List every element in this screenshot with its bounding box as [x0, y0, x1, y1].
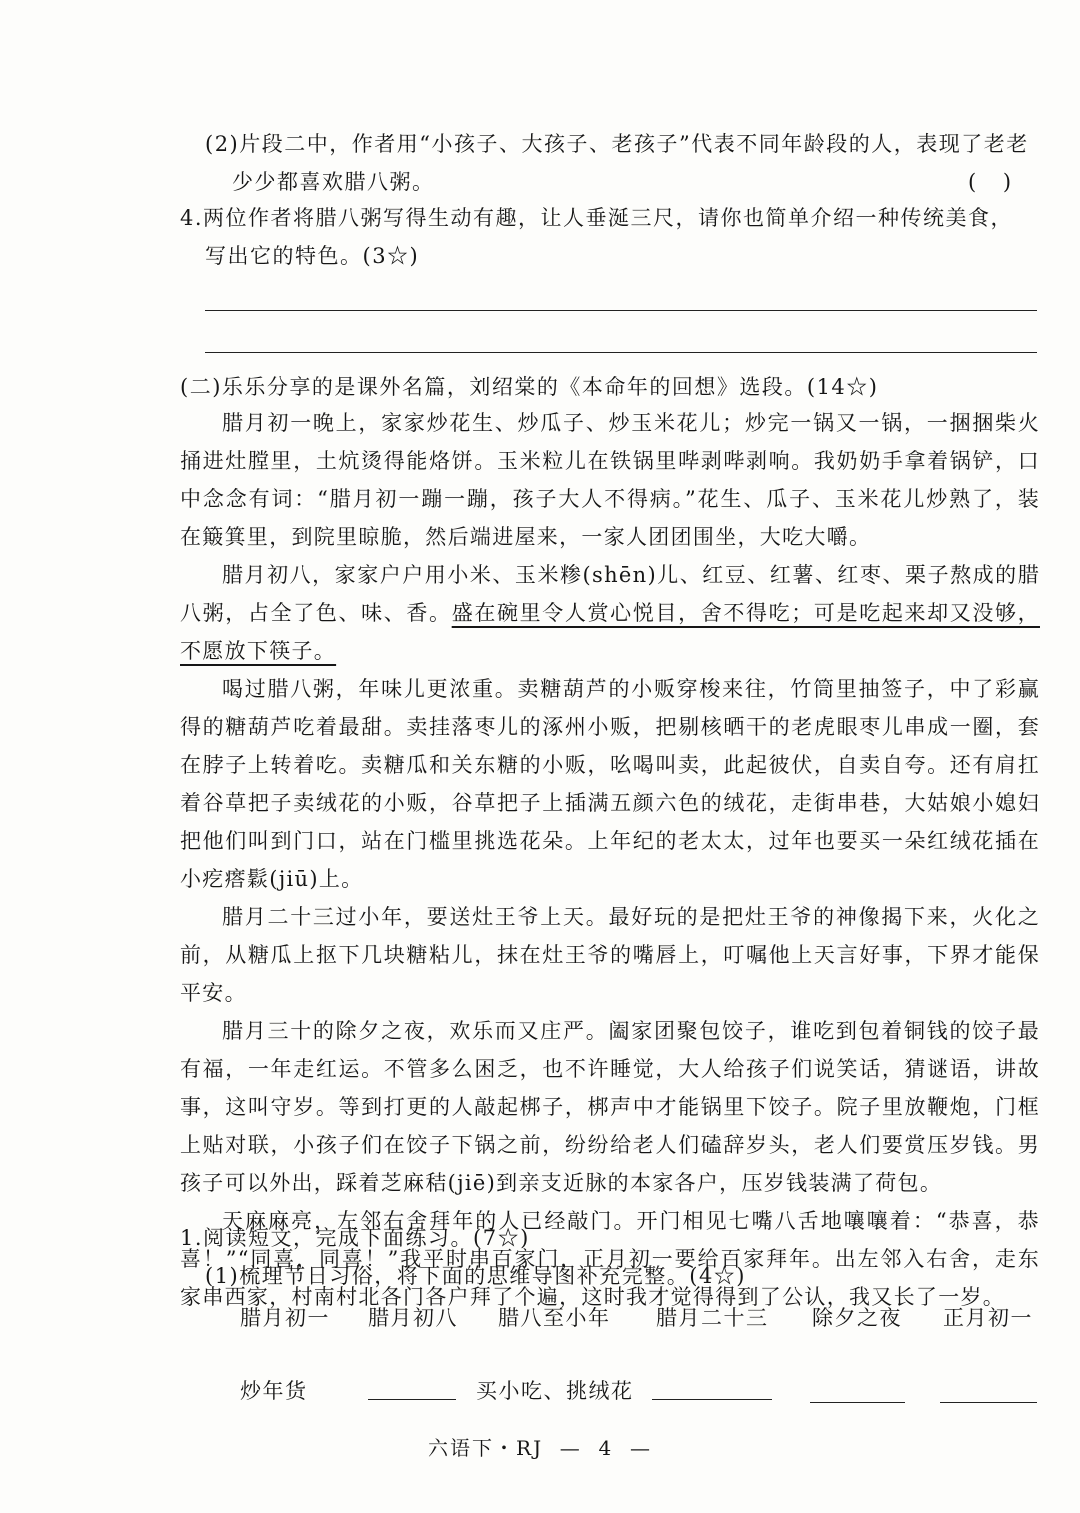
q1-label: 1.阅读短文，完成下面练习。(7☆) — [180, 1226, 530, 1250]
section2-heading: (二)乐乐分享的是课外名篇，刘绍棠的《本命年的回想》选段。(14☆) — [180, 375, 879, 399]
answer-line-2[interactable] — [205, 352, 1037, 353]
q3-2-line1: (2)片段二中，作者用“小孩子、大孩子、老孩子”代表不同年龄段的人，表现了老老 — [205, 132, 1029, 156]
mindmap-blank-5[interactable] — [810, 1402, 905, 1403]
mindmap-header-3: 腊八至小年 — [498, 1306, 611, 1330]
p2-underlined-sentence: 盛在碗里令人赏心悦目，舍不得吃；可是吃起来却又没够，不愿放下筷子。 — [180, 601, 1040, 663]
p3-line: 圈，套在脖子上转着吃。卖糖瓜和关东糖的小贩，吆喝叫卖，此起彼伏，自卖自夸。还 — [180, 715, 1041, 777]
p1-line: 在簸箕里，到院里晾脆，然后端进屋来，一家人团团围坐，大吃大嚼。 — [180, 525, 872, 549]
mindmap-header-6: 正月初一 — [943, 1306, 1033, 1330]
p5-line: 故事，这叫守岁。等到打更的人敲起梆子，梆声中才能锅里下饺子。院子里放鞭炮， — [180, 1057, 1040, 1119]
p3-line: 喝过腊八粥，年味儿更浓重。卖糖葫芦的小贩穿梭来往，竹筒里抽签子，中了彩 — [222, 677, 1018, 701]
p5-line: 腊月三十的除夕之夜，欢乐而又庄严。阖家团聚包饺子，谁吃到包着铜钱的饺子 — [222, 1019, 1018, 1043]
p3-line: 娘小媳妇把他们叫到门口，站在门槛里挑选花朵。上年纪的老太太，过年也要买一朵 — [180, 791, 1041, 853]
p4-line: 糖瓜上抠下几块糖粘儿，抹在灶王爷的嘴唇上，叮嘱他上天言好事，下界才能保平安。 — [180, 943, 1040, 1005]
p1-line: 口中念念有词：“腊月初一蹦一蹦，孩子大人不得病。”花生、瓜子、玉米花儿炒熟了，装 — [180, 449, 1040, 511]
mindmap-cell-3: 买小吃、挑绒花 — [476, 1379, 634, 1403]
passage-p3 — [180, 670, 1040, 898]
passage-p6 — [180, 1202, 1040, 1316]
p5-line: 钱。男孩子可以外出，踩着芝麻秸(jiē)到亲支近脉的本家各户，压岁钱装满了荷包。 — [180, 1133, 1041, 1195]
mindmap-header-2: 腊月初八 — [368, 1306, 458, 1330]
answer-parentheses[interactable]: ( ) — [968, 170, 1012, 194]
p3-line: 赢得的糖葫芦吃着最甜。卖挂落枣儿的涿州小贩，把剔核晒干的老虎眼枣儿串成一 — [180, 677, 1040, 739]
passage — [180, 404, 1040, 1316]
q3-2-line2: 少少都喜欢腊八粥。 — [232, 170, 435, 194]
p5-line: 最有福，一年走红运。不管多么困乏，也不许睡觉，大人给孩子们说笑话，猜谜语，讲 — [180, 1019, 1040, 1081]
mindmap-header-4: 腊月二十三 — [656, 1306, 769, 1330]
passage-p2 — [180, 556, 1040, 670]
mindmap-blank-2[interactable] — [368, 1399, 456, 1400]
mindmap-blank-6[interactable] — [940, 1402, 1037, 1403]
p5-line: 门框上贴对联，小孩子们在饺子下锅之前，纷纷给老人们磕辞岁头，老人们要赏压岁 — [180, 1095, 1041, 1157]
mindmap-header-1: 腊月初一 — [240, 1306, 330, 1330]
page-footer: 六语下・RJ — 4 — — [428, 1436, 652, 1460]
q4-line1: 4.两位作者将腊八粥写得生动有趣，让人垂涎三尺，请你也简单介绍一种传统美食， — [180, 206, 1014, 230]
p3-line: 红绒花插在小疙瘩鬏(jiū)上。 — [180, 829, 1041, 891]
p3-line: 有肩扛着谷草把子卖绒花的小贩，谷草把子上插满五颜六色的绒花，走街串巷，大姑 — [180, 753, 1041, 815]
mindmap-blank-4[interactable] — [652, 1399, 772, 1400]
p1-line: 腊月初一晚上，家家炒花生、炒瓜子、炒玉米花儿；炒完一锅又一锅，一捆捆柴火 — [222, 411, 1040, 435]
p1-line: 捅进灶膛里，土炕烫得能烙饼。玉米粒儿在铁锅里哔剥哔剥响。我奶奶手拿着锅铲， — [180, 449, 1018, 473]
p2-plain: 全了色、味、香。 — [270, 601, 452, 625]
answer-line-1[interactable] — [205, 310, 1037, 311]
p2-line: 腊月初八，家家户户用小米、玉米糁(shēn)儿、红豆、红薯、红枣、栗子熬成的腊八粥，占 — [180, 563, 1040, 625]
passage-p1 — [180, 404, 1040, 556]
passage-p4 — [180, 898, 1040, 1012]
p6-line: 串西家，村南村北各门各户拜了个遍，这时我才觉得得到了公认，我又长了一岁。 — [202, 1285, 1006, 1309]
passage-p5 — [180, 1012, 1040, 1202]
q4-line2: 写出它的特色。(3☆) — [205, 244, 420, 268]
mindmap-cell-1: 炒年货 — [240, 1379, 308, 1403]
p6-line: 喜！”“同喜，同喜！”我平时串百家门，正月初一要给百家拜年。出左邻入右舍，走东家 — [180, 1247, 1040, 1309]
q1-sub1: (1)梳理节日习俗，将下面的思维导图补充完整。(4☆) — [205, 1264, 746, 1288]
mindmap-header-5: 除夕之夜 — [812, 1306, 902, 1330]
p6-line: 天麻麻亮，左邻右舍拜年的人已经敲门。开门相见七嘴八舌地嚷嚷着：“恭喜，恭 — [222, 1209, 1040, 1233]
p4-line: 腊月二十三过小年，要送灶王爷上天。最好玩的是把灶王爷的神像揭下来，火化之前，从 — [180, 905, 1040, 967]
